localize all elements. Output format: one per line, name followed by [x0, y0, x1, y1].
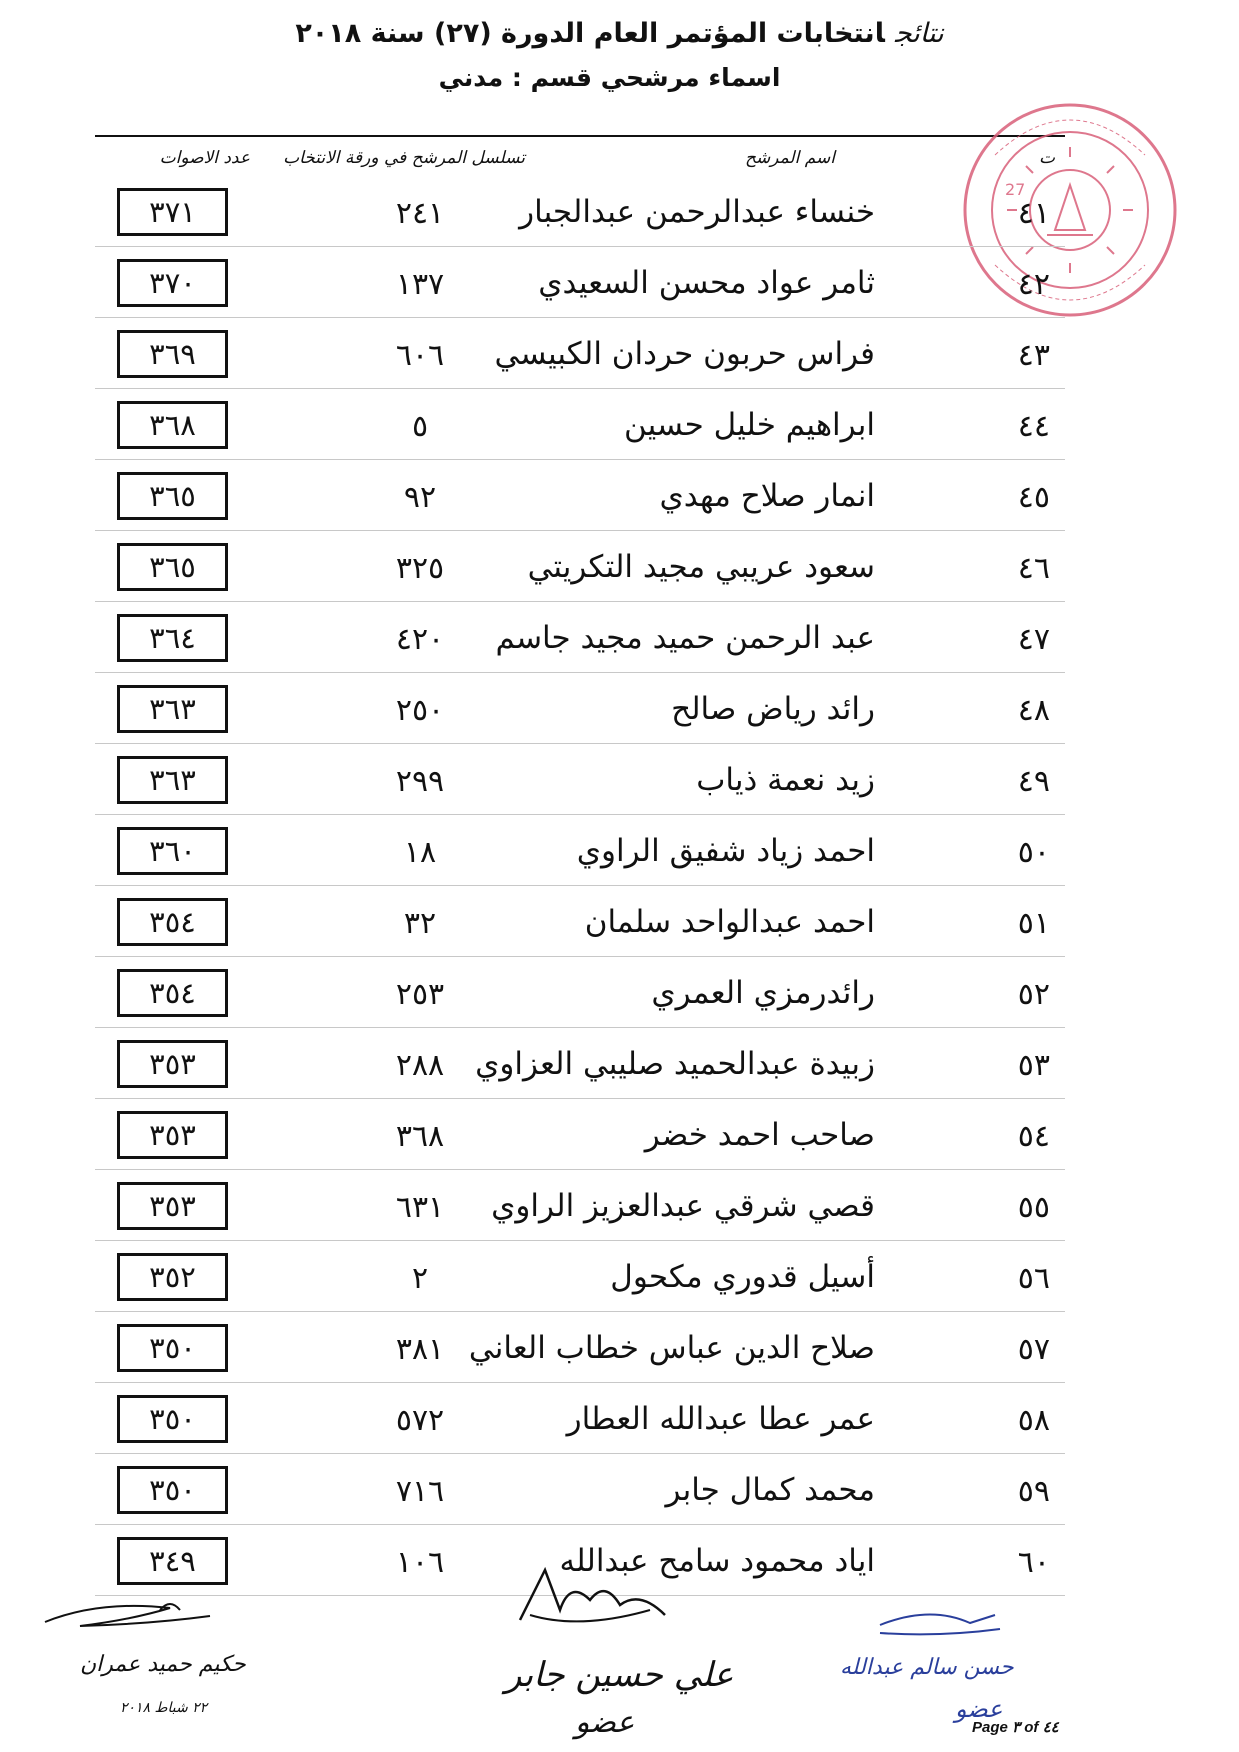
row-number: ٤٥	[1017, 480, 1050, 515]
ballot-sequence: ٥٧٢	[395, 1403, 445, 1438]
row-number: ٥٩	[1017, 1474, 1050, 1509]
signature-middle-role: عضو	[575, 1705, 635, 1740]
row-number: ٤١	[1017, 196, 1050, 231]
row-number: ٥٨	[1017, 1403, 1050, 1438]
column-header-votes: عدد الاصوات	[159, 148, 250, 168]
candidate-name: فراس حربون حردان الكبيسي	[494, 336, 875, 372]
candidate-name: قصي شرقي عبدالعزيز الراوي	[491, 1188, 875, 1224]
candidate-name: احمد زياد شفيق الراوي	[576, 833, 875, 869]
page-number: Page ٣ of ٤٤	[972, 1719, 1059, 1736]
ballot-sequence: ١٨	[403, 835, 437, 870]
ballot-sequence: ٥	[411, 409, 429, 444]
row-number: ٥٠	[1017, 835, 1050, 870]
row-divider	[95, 1524, 1065, 1525]
candidate-name: اياد محمود سامح عبدالله	[559, 1543, 875, 1579]
ballot-sequence: ٤٢٠	[395, 622, 445, 657]
ballot-sequence: ٣٢٥	[395, 551, 445, 586]
signature-right-name: حسن سالم عبدالله	[840, 1655, 1014, 1680]
column-header-name: اسم المرشح	[744, 148, 835, 168]
document-header	[0, 18, 1239, 92]
ballot-sequence: ٢٥٣	[395, 977, 445, 1012]
signature-middle-name: علي حسين جابر	[505, 1655, 734, 1695]
ballot-sequence: ٢٤١	[395, 196, 445, 231]
table-row	[95, 1320, 1065, 1391]
row-divider	[95, 672, 1065, 673]
row-number: ٥٤	[1017, 1119, 1050, 1154]
row-number: ٥١	[1017, 906, 1050, 941]
row-divider	[95, 1382, 1065, 1383]
table-row	[95, 823, 1065, 894]
row-number: ٤٣	[1017, 338, 1050, 373]
vote-count-box: ٣٥٣	[117, 1040, 228, 1088]
ballot-sequence: ٢٩٩	[395, 764, 445, 799]
vote-count-box: ٣٧١	[117, 188, 228, 236]
table-row	[95, 752, 1065, 823]
candidate-name: عبد الرحمن حميد مجيد جاسم	[495, 620, 875, 656]
signature-left-name: حكيم حميد عمران	[80, 1652, 246, 1677]
row-number: ٤٨	[1017, 693, 1050, 728]
candidate-name: زبيدة عبدالحميد صليبي العزاوي	[475, 1046, 875, 1082]
vote-count-box: ٣٦٥	[117, 543, 228, 591]
signature-left-date: ٢٢ شباط ٢٠١٨	[120, 1700, 208, 1716]
row-divider	[95, 388, 1065, 389]
table-row	[95, 1036, 1065, 1107]
row-divider	[95, 814, 1065, 815]
ballot-sequence: ٢	[411, 1261, 429, 1296]
table-row	[95, 1462, 1065, 1533]
ballot-sequence: ٣٨١	[395, 1332, 445, 1367]
row-divider	[95, 885, 1065, 886]
vote-count-box: ٣٥٣	[117, 1182, 228, 1230]
table-row	[95, 255, 1065, 326]
table-row	[95, 1178, 1065, 1249]
vote-count-box: ٣٥٠	[117, 1395, 228, 1443]
document-subtitle: اسماء مرشحي قسم : مدني	[438, 63, 781, 92]
vote-count-box: ٣٧٠	[117, 259, 228, 307]
candidate-name: محمد كمال جابر	[665, 1472, 875, 1508]
row-number: ٦٠	[1017, 1545, 1050, 1580]
candidate-name: عمر عطا عبدالله العطار	[566, 1401, 875, 1437]
table-row	[95, 965, 1065, 1036]
table-row	[95, 681, 1065, 752]
ballot-sequence: ٧١٦	[395, 1474, 445, 1509]
row-divider	[95, 459, 1065, 460]
ballot-sequence: ٩٢	[403, 480, 437, 515]
vote-count-box: ٣٦٩	[117, 330, 228, 378]
vote-count-box: ٣٦٤	[117, 614, 228, 662]
title-prefix: نتائج	[894, 18, 944, 49]
table-row	[95, 1391, 1065, 1462]
ballot-sequence: ٢٨٨	[395, 1048, 445, 1083]
candidate-name: زيد نعمة ذياب	[696, 762, 875, 798]
vote-count-box: ٣٥٠	[117, 1466, 228, 1514]
row-number: ٥٦	[1017, 1261, 1050, 1296]
row-number: ٤٤	[1017, 409, 1050, 444]
candidate-name: صلاح الدين عباس خطاب العاني	[468, 1330, 875, 1366]
stamp-number: 27	[1005, 180, 1026, 199]
row-divider	[95, 956, 1065, 957]
row-number: ٤٦	[1017, 551, 1050, 586]
row-number: ٤٩	[1017, 764, 1050, 799]
vote-count-box: ٣٥٠	[117, 1324, 228, 1372]
column-headers	[95, 148, 1065, 178]
vote-count-box: ٣٥٤	[117, 898, 228, 946]
ballot-sequence: ٣٢	[403, 906, 437, 941]
table-row	[95, 610, 1065, 681]
candidate-name: صاحب احمد خضر	[644, 1117, 875, 1153]
vote-count-box: ٣٦٨	[117, 401, 228, 449]
candidate-name: انمار صلاح مهدي	[659, 478, 875, 514]
candidate-name: ثامر عواد محسن السعيدي	[538, 265, 875, 301]
document-title	[0, 18, 1239, 49]
row-divider	[95, 317, 1065, 318]
table-row	[95, 539, 1065, 610]
ballot-sequence: ١٣٧	[395, 267, 445, 302]
ballot-sequence: ٣٦٨	[395, 1119, 445, 1154]
row-number: ٤٧	[1017, 622, 1050, 657]
row-number: ٥٣	[1017, 1048, 1050, 1083]
vote-count-box: ٣٥٣	[117, 1111, 228, 1159]
vote-count-box: ٣٤٩	[117, 1537, 228, 1585]
candidate-name: خنساء عبدالرحمن عبدالجبار	[519, 194, 875, 230]
candidate-name: أسيل قدوري مكحول	[610, 1259, 875, 1295]
candidate-name: ابراهيم خليل حسين	[623, 407, 875, 443]
vote-count-box: ٣٥٤	[117, 969, 228, 1017]
table-row	[95, 184, 1065, 255]
vote-count-box: ٣٦٣	[117, 756, 228, 804]
row-divider	[95, 1027, 1065, 1028]
vote-count-box: ٣٦٣	[117, 685, 228, 733]
row-number: ٤٢	[1017, 267, 1050, 302]
ballot-sequence: ٢٥٠	[395, 693, 445, 728]
table-row	[95, 397, 1065, 468]
table-row	[95, 894, 1065, 965]
column-header-number: ت	[1038, 148, 1055, 168]
candidate-name: رائد رياض صالح	[671, 691, 875, 727]
row-divider	[95, 743, 1065, 744]
table-row	[95, 468, 1065, 539]
candidate-name: رائدرمزي العمري	[651, 975, 875, 1011]
row-divider	[95, 1169, 1065, 1170]
ballot-sequence: ١٠٦	[395, 1545, 445, 1580]
candidate-name: احمد عبدالواحد سلمان	[584, 904, 875, 940]
table-row	[95, 326, 1065, 397]
row-divider	[95, 1453, 1065, 1454]
row-divider	[95, 1098, 1065, 1099]
ballot-sequence: ٦٠٦	[395, 338, 445, 373]
candidate-name: سعود عريبي مجيد التكريتي	[527, 549, 875, 585]
ballot-sequence: ٦٣١	[395, 1190, 445, 1225]
column-header-sequence: تسلسل المرشح في ورقة الانتخاب	[283, 148, 525, 168]
table-row	[95, 1249, 1065, 1320]
results-table	[95, 184, 1065, 1604]
signature-right-role: عضو	[955, 1695, 1003, 1723]
header-rule	[95, 135, 1065, 137]
row-number: ٥٢	[1017, 977, 1050, 1012]
vote-count-box: ٣٥٢	[117, 1253, 228, 1301]
title-text: انتخابات المؤتمر العام الدورة (٢٧) سنة ٢٠١٨	[295, 18, 885, 49]
row-divider	[95, 601, 1065, 602]
row-divider	[95, 530, 1065, 531]
row-divider	[95, 1240, 1065, 1241]
row-number: ٥٧	[1017, 1332, 1050, 1367]
table-row	[95, 1107, 1065, 1178]
vote-count-box: ٣٦٥	[117, 472, 228, 520]
row-divider	[95, 1311, 1065, 1312]
row-number: ٥٥	[1017, 1190, 1050, 1225]
vote-count-box: ٣٦٠	[117, 827, 228, 875]
row-divider	[95, 246, 1065, 247]
